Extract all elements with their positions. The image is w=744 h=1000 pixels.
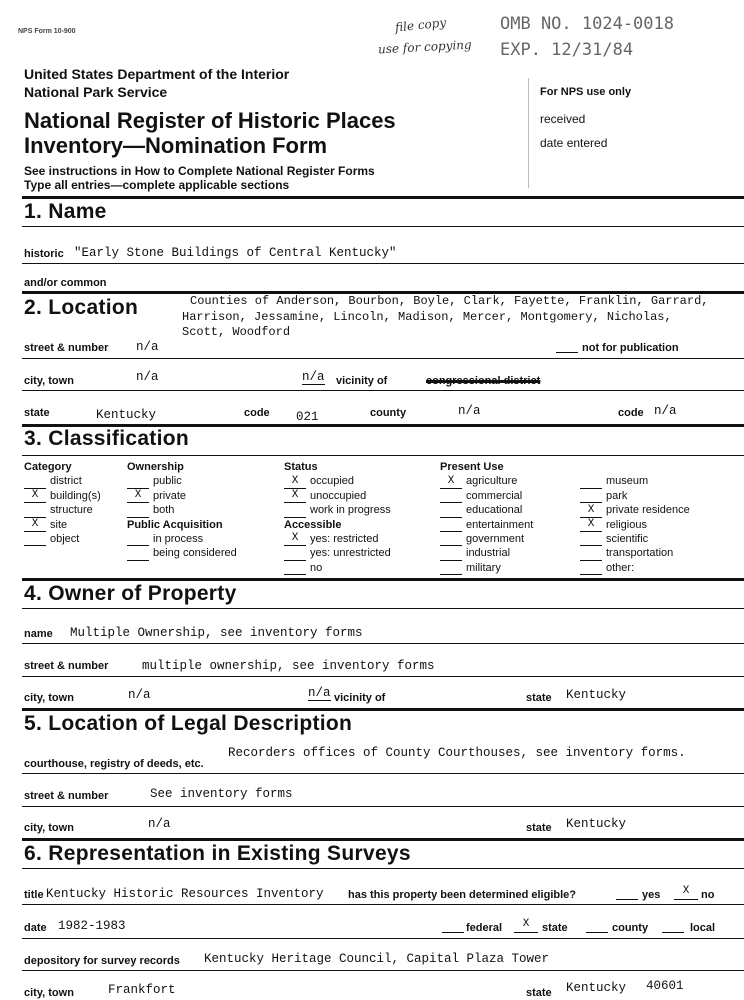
yes-label: yes bbox=[642, 889, 661, 901]
label-no: no bbox=[310, 561, 323, 574]
check-in-process[interactable] bbox=[127, 533, 149, 546]
label-museum: museum bbox=[606, 475, 649, 488]
eligible-question: has this property been determined eligible? bbox=[348, 889, 576, 901]
check-industrial[interactable] bbox=[440, 548, 462, 561]
label-public: public bbox=[153, 475, 182, 488]
check-buildings[interactable]: X bbox=[24, 490, 46, 503]
label-agriculture: agriculture bbox=[466, 475, 518, 488]
label-commercial: commercial bbox=[466, 489, 523, 502]
federal-blank bbox=[442, 932, 464, 933]
exp-stamp: EXP. 12/31/84 bbox=[500, 40, 634, 60]
label-being-considered: being considered bbox=[153, 547, 237, 560]
survey-date-label: date bbox=[24, 922, 47, 934]
survey-title-value[interactable]: Kentucky Historic Resources Inventory bbox=[46, 887, 324, 901]
location-street-line bbox=[22, 358, 744, 359]
check-other[interactable] bbox=[580, 562, 602, 575]
survey-title-line bbox=[22, 904, 744, 905]
check-district[interactable] bbox=[24, 476, 46, 489]
owner-street-label: street & number bbox=[24, 660, 109, 672]
location-vicinity-value[interactable]: n/a bbox=[302, 370, 325, 384]
historic-label: historic bbox=[24, 248, 64, 260]
label-private-residence: private residence bbox=[606, 504, 690, 517]
label-transportation: transportation bbox=[606, 547, 674, 560]
check-work-in-progress[interactable] bbox=[284, 505, 306, 518]
status-column bbox=[284, 460, 391, 575]
legal-state-label: state bbox=[526, 822, 552, 834]
owner-state-value[interactable]: Kentucky bbox=[566, 688, 627, 702]
section5-rule bbox=[22, 708, 744, 711]
survey-city-value[interactable]: Frankfort bbox=[108, 983, 176, 997]
survey-zip-value[interactable]: 40601 bbox=[646, 979, 684, 993]
location-state-value[interactable]: Kentucky bbox=[96, 408, 157, 422]
label-yes-restricted: yes: restricted bbox=[310, 533, 379, 546]
location-code2-value[interactable]: n/a bbox=[654, 404, 677, 418]
no-label: no bbox=[701, 889, 715, 901]
legal-city-label: city, town bbox=[24, 822, 74, 834]
label-district: district bbox=[50, 475, 82, 488]
section4-heading: 4. Owner of Property bbox=[24, 582, 237, 605]
section1-heading: 1. Name bbox=[24, 200, 107, 223]
depository-line bbox=[22, 970, 744, 971]
check-both[interactable] bbox=[127, 505, 149, 518]
federal-label: federal bbox=[466, 922, 503, 934]
counties-line2[interactable]: Harrison, Jessamine, Lincoln, Madison, Mercer, Montgomery, Nicholas, bbox=[182, 310, 672, 324]
courthouse-value[interactable]: Recorders offices of County Courthouses, see inventory forms. bbox=[228, 746, 686, 760]
historic-line bbox=[22, 263, 744, 264]
check-park[interactable] bbox=[580, 490, 602, 503]
handwritten-note-copying: use for copying bbox=[377, 37, 472, 57]
location-street-value[interactable]: n/a bbox=[136, 340, 159, 354]
present-use-title: Present Use bbox=[440, 461, 504, 473]
label-buildings: building(s) bbox=[50, 489, 101, 502]
omb-stamp: OMB NO. 1024-0018 bbox=[500, 14, 674, 34]
section6-rule bbox=[22, 838, 744, 841]
not-for-publication-blank bbox=[556, 352, 578, 353]
check-object[interactable] bbox=[24, 533, 46, 546]
label-both: both bbox=[153, 504, 175, 517]
label-structure: structure bbox=[50, 504, 93, 517]
label-entertainment: entertainment bbox=[466, 518, 534, 531]
section2-heading: 2. Location bbox=[24, 296, 139, 319]
check-structure[interactable] bbox=[24, 505, 46, 518]
handwritten-note-file-copy: file copy bbox=[394, 15, 447, 35]
label-military: military bbox=[466, 561, 501, 574]
county-level-label: county bbox=[612, 922, 649, 934]
county-blank bbox=[586, 932, 608, 933]
historic-value[interactable]: "Early Stone Buildings of Central Kentucky" bbox=[74, 246, 397, 260]
form-number: NPS Form 10-900 bbox=[18, 28, 76, 35]
instructions-line2: Type all entries—complete applicable sections bbox=[24, 178, 290, 192]
check-no[interactable] bbox=[284, 562, 306, 575]
check-private-residence[interactable]: X bbox=[580, 505, 602, 518]
location-code-label: code bbox=[244, 407, 270, 419]
no-mark[interactable]: X bbox=[674, 885, 698, 900]
check-public[interactable] bbox=[127, 476, 149, 489]
survey-state-label: state bbox=[526, 987, 552, 999]
owner-vicinity-value[interactable]: n/a bbox=[308, 686, 331, 700]
ownership-column bbox=[127, 460, 237, 561]
label-park: park bbox=[606, 489, 628, 502]
legal-street-label: street & number bbox=[24, 790, 109, 802]
label-object: object bbox=[50, 533, 80, 546]
present-use-column1 bbox=[440, 460, 533, 575]
check-occupied[interactable]: X bbox=[284, 476, 306, 489]
survey-date-line bbox=[22, 938, 744, 939]
yes-blank bbox=[616, 899, 638, 900]
courthouse-label: courthouse, registry of deeds, etc. bbox=[24, 758, 204, 770]
check-agriculture[interactable]: X bbox=[440, 476, 462, 489]
owner-name-value[interactable]: Multiple Ownership, see inventory forms bbox=[70, 626, 363, 640]
legal-state-value[interactable]: Kentucky bbox=[566, 817, 627, 831]
owner-state-label: state bbox=[526, 692, 552, 704]
survey-date-value[interactable]: 1982-1983 bbox=[58, 919, 126, 933]
legal-street-value[interactable]: See inventory forms bbox=[150, 787, 293, 801]
survey-title-label: title bbox=[24, 889, 44, 901]
present-use-column2 bbox=[580, 474, 690, 575]
check-yes-unrestricted[interactable] bbox=[284, 548, 306, 561]
section4-rule bbox=[22, 578, 744, 581]
ownership-title: Ownership bbox=[127, 461, 184, 473]
owner-vicinity-label: vicinity of bbox=[334, 692, 386, 704]
label-in-process: in process bbox=[153, 533, 204, 546]
nps-use-only: For NPS use only bbox=[540, 86, 632, 98]
owner-name-label: name bbox=[24, 628, 53, 640]
location-city-line bbox=[22, 390, 744, 391]
check-being-considered[interactable] bbox=[127, 548, 149, 561]
check-private[interactable]: X bbox=[127, 490, 149, 503]
state-mark[interactable]: X bbox=[514, 918, 538, 933]
label-government: government bbox=[466, 533, 525, 546]
owner-street-line bbox=[22, 676, 744, 677]
owner-city-label: city, town bbox=[24, 692, 74, 704]
legal-city-value[interactable]: n/a bbox=[148, 817, 171, 831]
label-yes-unrestricted: yes: unrestricted bbox=[310, 547, 391, 560]
local-level-label: local bbox=[690, 922, 716, 934]
label-work-in-progress: work in progress bbox=[310, 504, 391, 517]
owner-name-line bbox=[22, 643, 744, 644]
legal-street-line bbox=[22, 806, 744, 807]
date-entered-label: date entered bbox=[540, 136, 608, 150]
received-label: received bbox=[540, 112, 586, 126]
local-blank bbox=[662, 932, 684, 933]
status-title: Status bbox=[284, 461, 318, 473]
form-title-line1: National Register of Historic Places bbox=[24, 108, 396, 133]
check-site[interactable]: X bbox=[24, 519, 46, 532]
check-military[interactable] bbox=[440, 562, 462, 575]
check-entertainment[interactable] bbox=[440, 519, 462, 532]
location-code-value[interactable]: 021 bbox=[296, 410, 319, 424]
label-industrial: industrial bbox=[466, 547, 511, 560]
check-unoccupied[interactable]: X bbox=[284, 490, 306, 503]
section6-heading: 6. Representation in Existing Surveys bbox=[24, 842, 411, 865]
label-scientific: scientific bbox=[606, 533, 649, 546]
check-museum[interactable] bbox=[580, 476, 602, 489]
public-acquisition-title: Public Acquisition bbox=[127, 518, 223, 531]
label-occupied: occupied bbox=[310, 475, 355, 488]
check-commercial[interactable] bbox=[440, 490, 462, 503]
check-educational[interactable] bbox=[440, 505, 462, 518]
section3-heading: 3. Classification bbox=[24, 427, 189, 450]
counties-line3[interactable]: Scott, Woodford bbox=[182, 325, 291, 339]
label-educational: educational bbox=[466, 504, 523, 517]
depository-value[interactable]: Kentucky Heritage Council, Capital Plaza Tower bbox=[204, 952, 550, 966]
section4-underline bbox=[22, 608, 744, 609]
location-county-label: county bbox=[370, 407, 407, 419]
depository-label: depository for survey records bbox=[24, 955, 180, 967]
common-label: and/or common bbox=[24, 277, 107, 289]
owner-city-value[interactable]: n/a bbox=[128, 688, 151, 702]
category-column bbox=[24, 460, 101, 546]
section1-rule bbox=[22, 196, 744, 199]
congressional-district: congressional district bbox=[426, 375, 541, 387]
not-for-publication: not for publication bbox=[582, 342, 679, 354]
label-site: site bbox=[50, 518, 68, 531]
location-code2-label: code bbox=[618, 407, 644, 419]
label-private: private bbox=[153, 489, 187, 502]
department-name: United States Department of the Interior bbox=[24, 66, 290, 82]
location-city-label: city, town bbox=[24, 375, 74, 387]
survey-state-value[interactable]: Kentucky bbox=[566, 981, 627, 995]
check-yes-restricted[interactable]: X bbox=[284, 533, 306, 546]
section1-underline bbox=[22, 226, 744, 227]
location-state-label: state bbox=[24, 407, 50, 419]
instructions-line1: See instructions in How to Complete National Register Forms bbox=[24, 164, 375, 178]
survey-city-label: city, town bbox=[24, 987, 74, 999]
location-street-label: street & number bbox=[24, 342, 109, 354]
category-title: Category bbox=[24, 461, 72, 473]
location-county-value[interactable]: n/a bbox=[458, 404, 481, 418]
courthouse-line bbox=[22, 773, 744, 774]
check-religious[interactable]: X bbox=[580, 519, 602, 532]
counties-line1[interactable]: Counties of Anderson, Bourbon, Boyle, Clark, Fayette, Franklin, Garrard, bbox=[190, 294, 709, 308]
check-scientific[interactable] bbox=[580, 533, 602, 546]
label-unoccupied: unoccupied bbox=[310, 489, 367, 502]
label-other: other: bbox=[606, 561, 635, 574]
owner-street-value[interactable]: multiple ownership, see inventory forms bbox=[142, 659, 435, 673]
section5-heading: 5. Location of Legal Description bbox=[24, 712, 353, 735]
check-transportation[interactable] bbox=[580, 548, 602, 561]
section6-underline bbox=[22, 868, 744, 869]
state-level-label: state bbox=[542, 922, 568, 934]
label-religious: religious bbox=[606, 518, 647, 531]
check-government[interactable] bbox=[440, 533, 462, 546]
accessible-title: Accessible bbox=[284, 518, 342, 531]
location-vicinity-label: vicinity of bbox=[336, 375, 388, 387]
service-name: National Park Service bbox=[24, 84, 168, 100]
form-title-line2: Inventory—Nomination Form bbox=[24, 133, 328, 158]
section3-underline bbox=[22, 455, 744, 456]
location-city-value[interactable]: n/a bbox=[136, 370, 159, 384]
